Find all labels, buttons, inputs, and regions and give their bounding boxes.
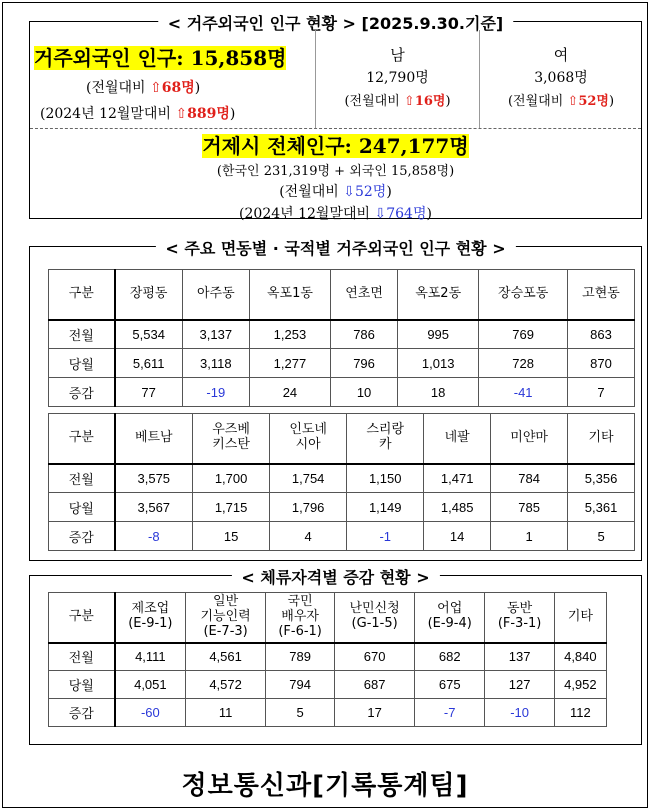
column-header: 기타 [554, 593, 606, 643]
table-row [49, 378, 635, 407]
city-mom-value: 52명 [354, 184, 387, 200]
table-cell: 5,356 [568, 464, 635, 493]
column-header: 일반 기능인력 (E-7-3) [186, 593, 266, 643]
column-header: 제조업 (E-9-1) [115, 593, 186, 643]
table-cell: 11 [186, 699, 266, 727]
table-cell: -19 [182, 378, 249, 407]
column-header: 미얀마 [491, 414, 568, 464]
column-header: 장평동 [115, 270, 183, 320]
city-ye-suffix: ) [426, 206, 432, 222]
increase-arrow-icon: ⇧ [175, 106, 188, 122]
table-cell: 10 [331, 378, 398, 407]
footer-department: 정보통신과[기록통계팀] [181, 771, 469, 801]
male-count: 12,790명 [366, 70, 429, 86]
table-cell: 786 [331, 320, 398, 349]
table-cell: 4,952 [554, 671, 606, 699]
table-cell: 1,253 [249, 320, 330, 349]
row-label: 전월 [49, 320, 115, 349]
mom-value: 68명 [161, 80, 195, 96]
city-total-block [30, 130, 641, 223]
table-cell: 1,700 [193, 464, 270, 493]
table-cell: 682 [414, 643, 484, 671]
table-cell: 3,567 [115, 493, 193, 522]
table-cell: 14 [424, 522, 491, 551]
region-section [29, 239, 642, 561]
city-ye-prefix: (2024년 12월말대비 [239, 206, 371, 222]
table-row [49, 464, 635, 493]
table-cell: 1,796 [270, 493, 347, 522]
row-label: 증감 [49, 522, 115, 551]
increase-arrow-icon: ⇧ [150, 80, 162, 96]
table-cell: 1,754 [270, 464, 347, 493]
city-mom-prefix: (전월대비 [279, 184, 339, 200]
table-cell: 1,715 [193, 493, 270, 522]
table-cell: -41 [479, 378, 568, 407]
column-header: 우즈베 키스탄 [193, 414, 270, 464]
table-cell: 15 [193, 522, 270, 551]
table-cell: 112 [554, 699, 606, 727]
table-cell: 18 [398, 378, 479, 407]
column-header: 베트남 [115, 414, 193, 464]
table-cell: 687 [335, 671, 415, 699]
column-header: 아주동 [182, 270, 249, 320]
column-header: 난민신청 (G-1-5) [335, 593, 415, 643]
column-header: 연초면 [331, 270, 398, 320]
table-cell: -1 [347, 522, 424, 551]
table-cell: 728 [479, 349, 568, 378]
column-header: 스리랑 카 [347, 414, 424, 464]
table-cell: 4,840 [554, 643, 606, 671]
foreign-total-label: 거주외국인 인구: [34, 46, 184, 70]
district-table [48, 269, 635, 407]
dashed-divider [30, 128, 641, 129]
visa-title: < 체류자격별 증감 현황 > [231, 565, 439, 588]
table-cell: 3,137 [182, 320, 249, 349]
table-cell: 5 [568, 522, 635, 551]
table-row [49, 522, 635, 551]
table-cell: 789 [265, 643, 334, 671]
table-cell: 1,471 [424, 464, 491, 493]
table-cell: 4,572 [186, 671, 266, 699]
female-mom-value: 52명 [578, 94, 609, 109]
male-label: 남 [390, 46, 405, 64]
column-header: 네팔 [424, 414, 491, 464]
table-cell: 1,277 [249, 349, 330, 378]
table-cell: 24 [249, 378, 330, 407]
female-label: 여 [553, 46, 569, 64]
increase-arrow-icon: ⇧ [567, 94, 579, 109]
table-cell: 670 [335, 643, 415, 671]
ye-value: 889명 [187, 106, 230, 122]
table-cell: 870 [567, 349, 634, 378]
column-header: 옥포2동 [398, 270, 479, 320]
female-mom-suffix: ) [608, 94, 615, 109]
column-header-category: 구분 [49, 270, 115, 320]
female-block [480, 44, 642, 109]
table-cell: 1,149 [347, 493, 424, 522]
table-row [49, 320, 635, 349]
table-cell: 17 [335, 699, 415, 727]
table-cell: 1,013 [398, 349, 479, 378]
table-cell: 1,485 [424, 493, 491, 522]
table-cell: 127 [485, 671, 554, 699]
ye-suffix: ) [229, 106, 236, 122]
table-row [49, 493, 635, 522]
table-cell: 1,150 [347, 464, 424, 493]
table-cell: 4 [270, 522, 347, 551]
table-cell: 77 [115, 378, 183, 407]
column-header: 장승포동 [479, 270, 568, 320]
table-cell: 5,361 [568, 493, 635, 522]
row-label: 증감 [49, 378, 115, 407]
female-mom-prefix: (전월대비 [507, 94, 564, 109]
male-mom-value: 16명 [414, 94, 446, 109]
row-label: 당월 [49, 493, 115, 522]
table-cell: 4,111 [115, 643, 186, 671]
row-label: 당월 [49, 349, 115, 378]
region-title: < 주요 면동별 · 국적별 거주외국인 인구 현황 > [155, 236, 515, 259]
table-cell: 5 [265, 699, 334, 727]
column-header-category: 구분 [49, 414, 115, 464]
table-cell: 784 [491, 464, 568, 493]
column-header: 옥포1동 [249, 270, 330, 320]
mom-suffix: ) [194, 80, 201, 96]
column-header: 기타 [568, 414, 635, 464]
city-breakdown: (한국인 231,319명 + 외국인 15,858명) [216, 164, 455, 179]
table-cell: 7 [567, 378, 634, 407]
table-cell: 137 [485, 643, 554, 671]
column-header: 어업 (E-9-4) [414, 593, 484, 643]
ye-prefix: (2024년 12월말대비 [40, 106, 171, 122]
column-header: 인도네 시아 [270, 414, 347, 464]
decrease-arrow-icon: ⇩ [343, 184, 355, 200]
summary-section [29, 14, 642, 222]
table-cell: -60 [115, 699, 186, 727]
table-cell: 4,561 [186, 643, 266, 671]
summary-title: < 거주외국인 인구 현황 > [2025.9.30.기준] [158, 11, 513, 34]
male-block [316, 44, 479, 109]
table-cell: 769 [479, 320, 568, 349]
table-cell: 995 [398, 320, 479, 349]
male-mom-suffix: ) [445, 94, 451, 109]
female-count: 3,068명 [534, 70, 588, 86]
table-cell: 4,051 [115, 671, 186, 699]
table-row [49, 349, 635, 378]
city-mom-suffix: ) [386, 184, 392, 200]
table-cell: -7 [414, 699, 484, 727]
table-cell: 863 [567, 320, 634, 349]
mom-prefix: (전월대비 [86, 80, 146, 96]
table-row [49, 671, 607, 699]
male-mom-prefix: (전월대비 [344, 94, 400, 109]
nationality-table [48, 413, 635, 551]
increase-arrow-icon: ⇧ [403, 94, 415, 109]
report-page [2, 2, 648, 808]
decrease-arrow-icon: ⇩ [374, 206, 387, 222]
row-label: 전월 [49, 464, 115, 493]
visa-table [48, 592, 607, 727]
foreign-total-value: 15,858명 [190, 46, 287, 70]
table-cell: 5,534 [115, 320, 183, 349]
column-header: 국민 배우자 (F-6-1) [265, 593, 334, 643]
table-row [49, 699, 607, 727]
column-header-category: 구분 [49, 593, 115, 643]
table-cell: 3,118 [182, 349, 249, 378]
table-cell: -10 [485, 699, 554, 727]
row-label: 증감 [49, 699, 115, 727]
row-label: 전월 [49, 643, 115, 671]
table-cell: 1 [491, 522, 568, 551]
table-row [49, 643, 607, 671]
city-total-value: 247,177명 [358, 134, 469, 158]
city-ye-value: 764명 [386, 206, 427, 222]
city-total-label: 거제시 전체인구: [202, 134, 352, 158]
table-cell: -8 [115, 522, 193, 551]
foreign-total-block [34, 42, 314, 123]
table-cell: 5,611 [115, 349, 183, 378]
column-header: 고현동 [567, 270, 634, 320]
table-cell: 675 [414, 671, 484, 699]
table-cell: 796 [331, 349, 398, 378]
column-header: 동반 (F-3-1) [485, 593, 554, 643]
row-label: 당월 [49, 671, 115, 699]
table-cell: 794 [265, 671, 334, 699]
table-cell: 3,575 [115, 464, 193, 493]
table-cell: 785 [491, 493, 568, 522]
visa-section [29, 568, 642, 745]
